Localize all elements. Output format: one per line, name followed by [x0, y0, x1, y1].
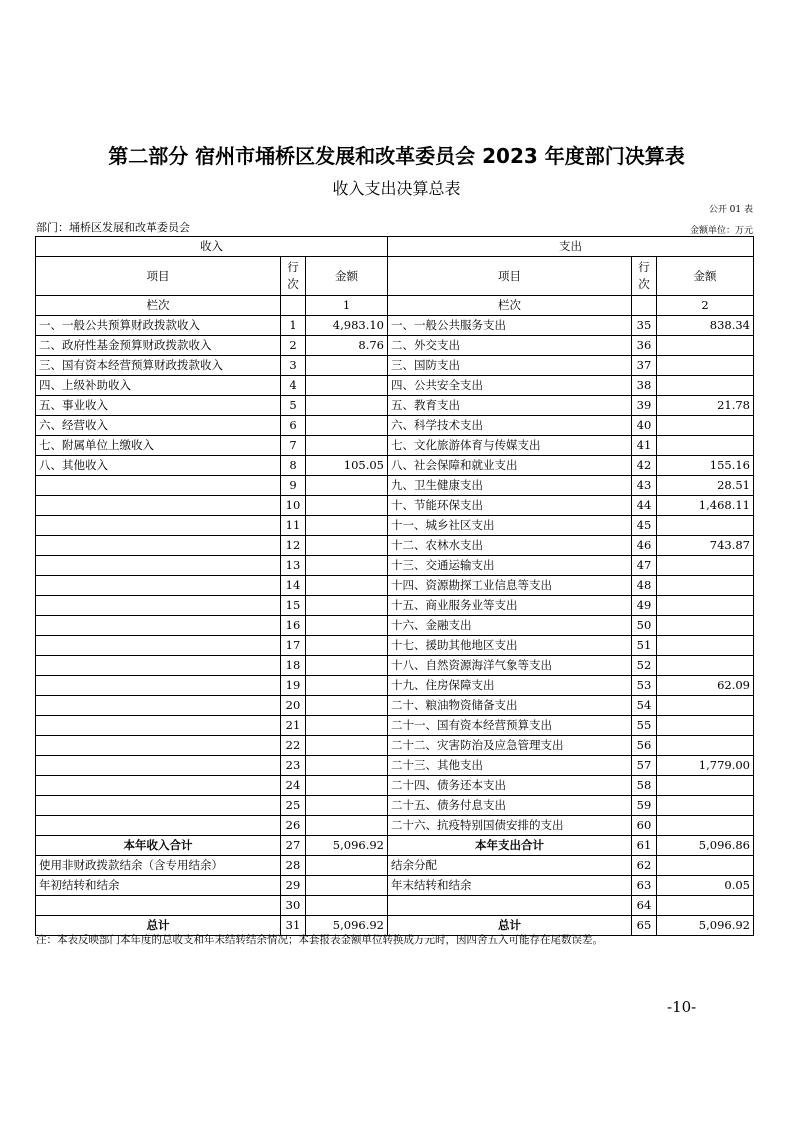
income-item [36, 776, 281, 796]
income-line-no: 28 [281, 856, 306, 876]
income-item [36, 556, 281, 576]
expense-line-no: 37 [632, 356, 657, 376]
expense-line-no: 55 [632, 716, 657, 736]
income-line-no: 3 [281, 356, 306, 376]
table-row [36, 856, 754, 876]
income-line-no: 19 [281, 676, 306, 696]
expense-line-no: 59 [632, 796, 657, 816]
expense-item: 二十四、债务还本支出 [388, 776, 632, 796]
income-amount [306, 356, 388, 376]
income-item [36, 636, 281, 656]
expense-line-no: 45 [632, 516, 657, 536]
expense-amount [657, 436, 754, 456]
income-line-header: 行次 [281, 257, 306, 296]
table-row [36, 676, 754, 696]
income-item [36, 476, 281, 496]
expense-amount [657, 616, 754, 636]
expense-amount [657, 416, 754, 436]
expense-item: 八、社会保障和就业支出 [388, 456, 632, 476]
expense-item: 十四、资源勘探工业信息等支出 [388, 576, 632, 596]
expense-amount [657, 336, 754, 356]
income-line-no: 31 [281, 916, 306, 936]
expense-line-no: 42 [632, 456, 657, 476]
table-row [36, 556, 754, 576]
income-amount: 5,096.92 [306, 836, 388, 856]
expense-amount [657, 656, 754, 676]
income-column-number: 1 [306, 296, 388, 316]
income-amount: 5,096.92 [306, 916, 388, 936]
income-line-no: 20 [281, 696, 306, 716]
income-item [36, 616, 281, 636]
expense-item: 六、科学技术支出 [388, 416, 632, 436]
expense-item: 十三、交通运输支出 [388, 556, 632, 576]
income-item: 七、附属单位上缴收入 [36, 436, 281, 456]
income-column-blank [281, 296, 306, 316]
expense-item: 十二、农林水支出 [388, 536, 632, 556]
income-amount [306, 396, 388, 416]
income-amount [306, 576, 388, 596]
income-amount [306, 636, 388, 656]
expense-amount: 1,468.11 [657, 496, 754, 516]
table-row [36, 536, 754, 556]
income-line-no: 13 [281, 556, 306, 576]
expense-line-header: 行次 [632, 257, 657, 296]
income-amount: 8.76 [306, 336, 388, 356]
expense-item: 三、国防支出 [388, 356, 632, 376]
expense-column-blank [632, 296, 657, 316]
department-label: 部门：埇桥区发展和改革委员会 [36, 221, 190, 234]
income-amount [306, 776, 388, 796]
expense-line-no: 41 [632, 436, 657, 456]
income-item [36, 536, 281, 556]
amount-unit: 金额单位：万元 [689, 226, 753, 236]
table-row [36, 876, 754, 896]
income-line-no: 16 [281, 616, 306, 636]
expense-line-no: 40 [632, 416, 657, 436]
income-line-no: 9 [281, 476, 306, 496]
income-column-label: 栏次 [36, 296, 281, 316]
expense-item: 十六、金融支出 [388, 616, 632, 636]
income-line-no: 26 [281, 816, 306, 836]
expense-item: 九、卫生健康支出 [388, 476, 632, 496]
income-line-no: 21 [281, 716, 306, 736]
table-row [36, 396, 754, 416]
income-amount [306, 476, 388, 496]
table-row [36, 896, 754, 916]
expense-item: 十七、援助其他地区支出 [388, 636, 632, 656]
expense-item: 二十二、灾害防治及应急管理支出 [388, 736, 632, 756]
expense-amount: 0.05 [657, 876, 754, 896]
income-amount [306, 516, 388, 536]
expense-item: 二、外交支出 [388, 336, 632, 356]
income-line-no: 18 [281, 656, 306, 676]
income-line-no: 27 [281, 836, 306, 856]
income-amount [306, 536, 388, 556]
expense-amount: 838.34 [657, 316, 754, 336]
expense-line-no: 43 [632, 476, 657, 496]
income-line-no: 14 [281, 576, 306, 596]
expense-line-no: 44 [632, 496, 657, 516]
page-number: -10- [667, 998, 697, 1016]
table-row [36, 836, 754, 856]
income-amount [306, 796, 388, 816]
income-line-no: 8 [281, 456, 306, 476]
income-line-no: 6 [281, 416, 306, 436]
expense-amount: 5,096.92 [657, 916, 754, 936]
expense-amount [657, 736, 754, 756]
table-row [36, 596, 754, 616]
expense-amount-header: 金额 [657, 257, 754, 296]
expense-item: 一、一般公共服务支出 [388, 316, 632, 336]
income-line-no: 22 [281, 736, 306, 756]
expense-column-number: 2 [657, 296, 754, 316]
income-item: 三、国有资本经营预算财政拨款收入 [36, 356, 281, 376]
expense-line-no: 51 [632, 636, 657, 656]
expense-item: 四、公共安全支出 [388, 376, 632, 396]
expense-line-no: 54 [632, 696, 657, 716]
income-item: 年初结转和结余 [36, 876, 281, 896]
expense-item: 十九、住房保障支出 [388, 676, 632, 696]
income-item: 使用非财政拨款结余（含专用结余） [36, 856, 281, 876]
expense-item-header: 项目 [388, 257, 632, 296]
income-amount [306, 676, 388, 696]
table-row [36, 436, 754, 456]
income-item-header: 项目 [36, 257, 281, 296]
table-row [36, 376, 754, 396]
expense-line-no: 63 [632, 876, 657, 896]
expense-amount [657, 516, 754, 536]
income-amount [306, 736, 388, 756]
income-item: 二、政府性基金预算财政拨款收入 [36, 336, 281, 356]
table-row [36, 736, 754, 756]
income-amount [306, 896, 388, 916]
expense-item: 十一、城乡社区支出 [388, 516, 632, 536]
table-row [36, 756, 754, 776]
expense-line-no: 47 [632, 556, 657, 576]
expense-item: 二十一、国有资本经营预算支出 [388, 716, 632, 736]
table-row [36, 356, 754, 376]
table-row [36, 716, 754, 736]
expense-amount [657, 556, 754, 576]
expense-amount: 155.16 [657, 456, 754, 476]
income-item: 本年收入合计 [36, 836, 281, 856]
expense-amount: 62.09 [657, 676, 754, 696]
expense-line-no: 61 [632, 836, 657, 856]
expense-item: 结余分配 [388, 856, 632, 876]
income-amount [306, 556, 388, 576]
income-line-no: 29 [281, 876, 306, 896]
expense-item [388, 896, 632, 916]
table-row [36, 316, 754, 336]
income-item: 六、经营收入 [36, 416, 281, 436]
income-amount [306, 696, 388, 716]
table-row [36, 696, 754, 716]
income-amount [306, 816, 388, 836]
table-row [36, 456, 754, 476]
expense-amount: 28.51 [657, 476, 754, 496]
expense-header: 支出 [388, 237, 754, 257]
table-row [36, 636, 754, 656]
expense-amount [657, 716, 754, 736]
income-amount: 4,983.10 [306, 316, 388, 336]
expense-amount [657, 696, 754, 716]
expense-item: 十、节能环保支出 [388, 496, 632, 516]
expense-amount [657, 356, 754, 376]
income-amount [306, 616, 388, 636]
income-line-no: 25 [281, 796, 306, 816]
page-title: 第二部分 宿州市埇桥区发展和改革委员会 2023 年度部门决算表 [108, 144, 685, 168]
expense-item: 五、教育支出 [388, 396, 632, 416]
table-row [36, 416, 754, 436]
expense-line-no: 64 [632, 896, 657, 916]
expense-amount: 1,779.00 [657, 756, 754, 776]
expense-amount: 21.78 [657, 396, 754, 416]
expense-amount [657, 636, 754, 656]
table-row [36, 816, 754, 836]
expense-amount [657, 816, 754, 836]
table-row [36, 616, 754, 636]
income-item: 总计 [36, 916, 281, 936]
expense-line-no: 65 [632, 916, 657, 936]
expense-item: 十五、商业服务业等支出 [388, 596, 632, 616]
expense-item: 七、文化旅游体育与传媒支出 [388, 436, 632, 456]
income-item [36, 576, 281, 596]
table-row [36, 796, 754, 816]
income-item [36, 736, 281, 756]
expense-item: 二十六、抗疫特别国债安排的支出 [388, 816, 632, 836]
income-item [36, 596, 281, 616]
expense-item: 年末结转和结余 [388, 876, 632, 896]
expense-line-no: 50 [632, 616, 657, 636]
income-amount [306, 716, 388, 736]
expense-line-no: 46 [632, 536, 657, 556]
income-amount [306, 876, 388, 896]
income-amount: 105.05 [306, 456, 388, 476]
income-amount [306, 496, 388, 516]
income-line-no: 5 [281, 396, 306, 416]
expense-line-no: 52 [632, 656, 657, 676]
budget-table [35, 236, 754, 936]
income-header: 收入 [36, 237, 388, 257]
income-item [36, 756, 281, 776]
income-item [36, 896, 281, 916]
income-item [36, 796, 281, 816]
income-item: 八、其他收入 [36, 456, 281, 476]
income-amount [306, 656, 388, 676]
income-item: 四、上级补助收入 [36, 376, 281, 396]
expense-amount [657, 856, 754, 876]
table-row [36, 776, 754, 796]
income-line-no: 24 [281, 776, 306, 796]
expense-item: 本年支出合计 [388, 836, 632, 856]
expense-line-no: 35 [632, 316, 657, 336]
expense-amount [657, 596, 754, 616]
expense-amount [657, 776, 754, 796]
income-item [36, 696, 281, 716]
income-item: 一、一般公共预算财政拨款收入 [36, 316, 281, 336]
income-line-no: 7 [281, 436, 306, 456]
table-row [36, 576, 754, 596]
expense-item: 十八、自然资源海洋气象等支出 [388, 656, 632, 676]
income-item [36, 816, 281, 836]
expense-column-label: 栏次 [388, 296, 632, 316]
income-line-no: 10 [281, 496, 306, 516]
income-line-no: 30 [281, 896, 306, 916]
table-row [36, 336, 754, 356]
footnote: 注：本表反映部门本年度的总收支和年末结转结余情况；本套报表金额单位转换成万元时，因四舍五入可能存在尾数误差。 [36, 934, 603, 946]
income-line-no: 1 [281, 316, 306, 336]
income-line-no: 23 [281, 756, 306, 776]
expense-line-no: 60 [632, 816, 657, 836]
expense-item: 总计 [388, 916, 632, 936]
income-line-no: 15 [281, 596, 306, 616]
income-line-no: 4 [281, 376, 306, 396]
table-row [36, 516, 754, 536]
income-amount-header: 金额 [306, 257, 388, 296]
expense-line-no: 49 [632, 596, 657, 616]
expense-line-no: 38 [632, 376, 657, 396]
table-row [36, 656, 754, 676]
income-amount [306, 436, 388, 456]
expense-line-no: 36 [632, 336, 657, 356]
income-amount [306, 856, 388, 876]
expense-line-no: 48 [632, 576, 657, 596]
income-line-no: 17 [281, 636, 306, 656]
income-line-no: 12 [281, 536, 306, 556]
expense-item: 二十五、债务付息支出 [388, 796, 632, 816]
income-item [36, 676, 281, 696]
expense-line-no: 62 [632, 856, 657, 876]
income-amount [306, 756, 388, 776]
expense-line-no: 58 [632, 776, 657, 796]
expense-amount [657, 376, 754, 396]
expense-item: 二十三、其他支出 [388, 756, 632, 776]
expense-amount [657, 896, 754, 916]
income-amount [306, 376, 388, 396]
expense-line-no: 56 [632, 736, 657, 756]
table-row [36, 476, 754, 496]
expense-amount [657, 576, 754, 596]
income-amount [306, 596, 388, 616]
expense-line-no: 57 [632, 756, 657, 776]
expense-line-no: 39 [632, 396, 657, 416]
expense-amount: 743.87 [657, 536, 754, 556]
expense-line-no: 53 [632, 676, 657, 696]
income-item: 五、事业收入 [36, 396, 281, 416]
table-subtitle: 收入支出决算总表 [332, 179, 461, 198]
income-item [36, 656, 281, 676]
form-code: 公开 01 表 [708, 205, 753, 215]
income-item [36, 516, 281, 536]
expense-amount [657, 796, 754, 816]
expense-amount: 5,096.86 [657, 836, 754, 856]
income-item [36, 496, 281, 516]
income-line-no: 2 [281, 336, 306, 356]
table-row [36, 496, 754, 516]
income-item [36, 716, 281, 736]
expense-item: 二十、粮油物资储备支出 [388, 696, 632, 716]
income-line-no: 11 [281, 516, 306, 536]
income-amount [306, 416, 388, 436]
